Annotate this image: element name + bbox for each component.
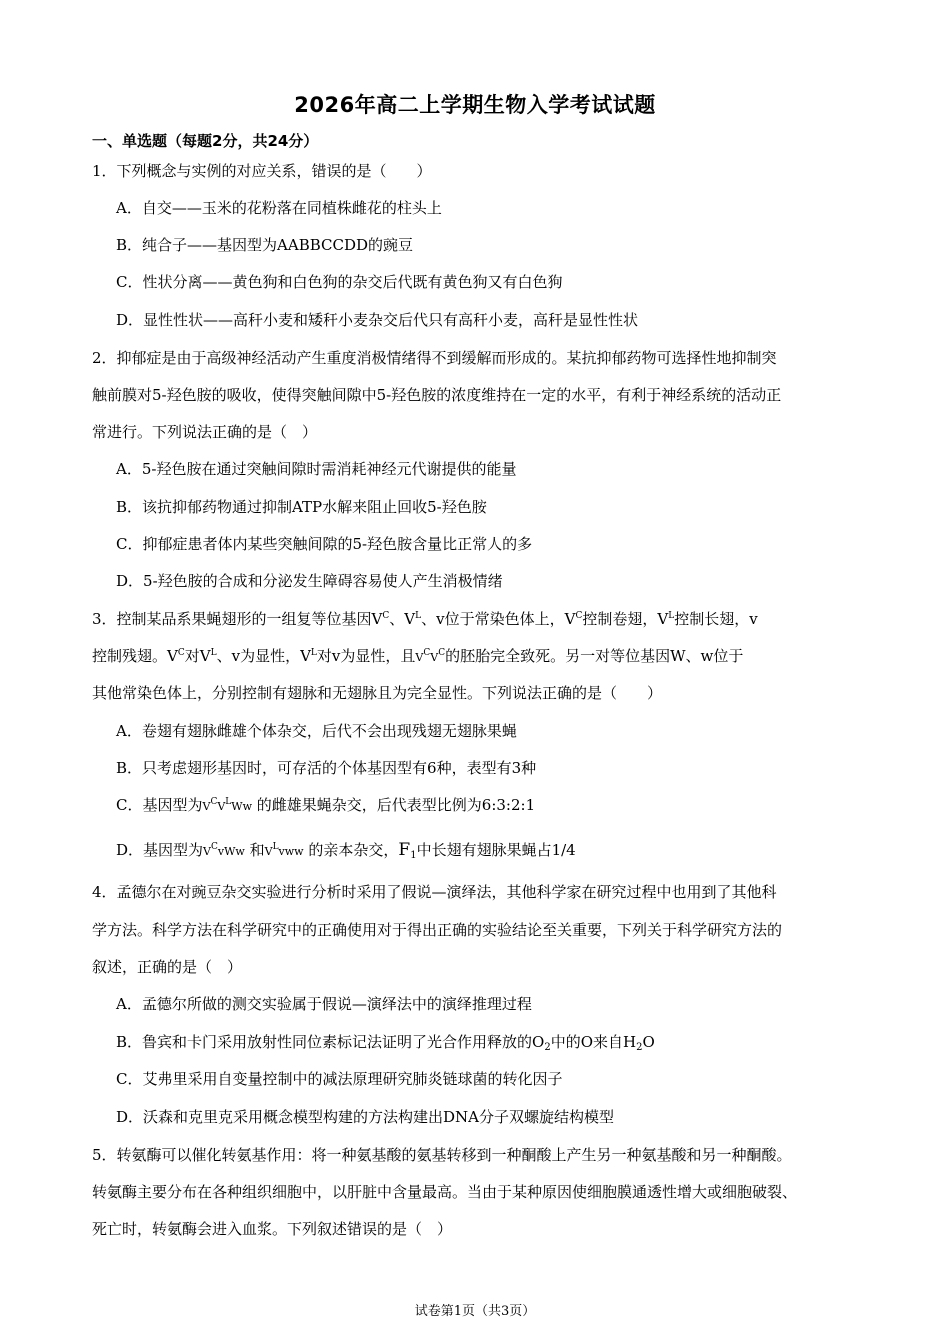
question-2-option-c: C．抑郁症患者体内某些突触间隙的5-羟色胺含量比正常人的多 [116,535,533,553]
subscript: 2 [636,1042,643,1053]
allele-v: V [430,651,439,664]
question-1-option-b: B．纯合子——基因型为AABBCCDD的豌豆 [116,236,414,254]
q3-text: C．基因型为 [116,796,203,814]
q4-text: O [642,1033,655,1051]
allele-sup: C [382,611,390,621]
q3-text: 控制长翅，v [674,610,758,628]
question-2-option-d: D．5-羟色胺的合成和分泌发生障碍容易使人产生消极情绪 [116,572,503,590]
question-1-option-a: A．自交——玉米的花粉落在同植株雌花的柱头上 [116,199,442,217]
generation-sub: 1 [410,850,417,861]
allele-v: V [657,610,669,628]
question-2-stem-line1: 2．抑郁症是由于高级神经活动产生重度消极情绪得不到缓解而形成的。某抗抑郁药物可选择性地抑制突 [92,349,777,367]
question-4-stem-line3: 叙述，正确的是（ ） [92,958,243,976]
genotype-text: vWw [217,845,245,858]
allele-sup: L [668,611,675,621]
genotype-text: vww [278,845,304,858]
allele-v: V [300,647,311,665]
q4-text: B．鲁宾和卡门采用放射性同位素标记法证明了光合作用释放的O [116,1033,545,1051]
question-3-stem-line1 [92,609,758,629]
allele-sup: C [177,648,185,658]
allele-sup: L [210,648,217,658]
question-3-stem-line3: 其他常染色体上，分别控制有翅脉和无翅脉且为完全显性。下列说法正确的是（ ） [92,684,663,702]
allele-v: V [167,647,178,665]
allele-sup: C [210,842,218,852]
q3-text: 对v为显性，且 [316,647,416,665]
allele-sup: C [438,648,446,658]
allele-v: V [404,610,416,628]
allele-sup: L [272,842,279,852]
question-5-stem-line3: 死亡时，转氨酶会进入血浆。下列叙述错误的是（ ） [92,1220,453,1238]
question-3-option-a: A．卷翅有翅脉雌雄个体杂交，后代不会出现残翅无翅脉果蝇 [116,722,517,740]
subscript: 2 [544,1042,551,1053]
section-heading: 一、单选题（每题2分，共24分） [92,132,319,150]
question-3-option-d [116,840,576,862]
allele-sup: C [575,611,583,621]
allele-sup: L [310,648,317,658]
q3-text: 3．控制某品系果蝇翅形的一组复等位基因 [92,610,372,628]
question-1-option-c: C．性状分离——黄色狗和白色狗的杂交后代既有黄色狗又有白色狗 [116,273,563,291]
q3-text: 控制卷翅， [582,610,658,628]
question-3-stem-line2 [92,646,743,668]
q3-text: D．基因型为 [116,841,204,859]
q3-text: 、v位于常染色体上， [421,610,565,628]
allele-v: V [264,845,273,858]
allele-sup: C [210,797,218,807]
q3-text: 控制残翅。 [92,647,168,665]
allele-sup: C [423,648,431,658]
question-2-stem-line2: 触前膜对5-羟色胺的吸收，使得突触间隙中5-羟色胺的浓度维持在一定的水平，有利于神经系统的活动正 [92,386,782,404]
question-1-option-d: D．显性性状——高秆小麦和矮秆小麦杂交后代只有高秆小麦，高秆是显性性状 [116,311,639,329]
q3-text: 中长翅有翅脉果蝇占1/4 [416,841,576,859]
question-4-option-b [116,1032,655,1052]
allele-v: V [199,647,211,665]
question-1-stem: 1．下列概念与实例的对应关系，错误的是（ ） [92,162,432,180]
page-title: 2026年高二上学期生物入学考试试题 [294,93,656,117]
q3-text: 对 [184,647,200,665]
allele-v: V [203,845,211,858]
question-4-option-d: D．沃森和克里克采用概念模型构建的方法构建出DNA分子双螺旋结构模型 [116,1108,615,1126]
allele-v: V [415,651,424,664]
generation-f: F [398,840,411,860]
q3-text: 的胚胎完全致死。另一对等位基因W、w位于 [445,647,744,665]
allele-v: V [202,800,211,813]
page-footer: 试卷第1页（共3页） [414,1304,536,1319]
question-2-stem-line3: 常进行。下列说法正确的是（ ） [92,423,318,441]
question-3-option-c [116,795,535,817]
question-5-stem-line2: 转氨酶主要分布在各种组织细胞中，以肝脏中含量最高。当由于某种原因使细胞膜通透性增大或细胞破裂、 [92,1183,798,1201]
allele-sup: L [415,611,422,621]
q3-text: 、v为显性， [216,647,301,665]
question-4-option-c: C．艾弗里采用自变量控制中的减法原理研究肺炎链球菌的转化因子 [116,1070,563,1088]
q3-text: 和 [249,841,265,859]
allele-v: V [371,610,383,628]
question-2-option-a: A．5-羟色胺在通过突触间隙时需消耗神经元代谢提供的能量 [116,460,517,478]
q4-text: 中的O来自H [550,1033,637,1051]
allele-v: V [564,610,576,628]
question-4-option-a: A．孟德尔所做的测交实验属于假说—演绎法中的演绎推理过程 [116,995,532,1013]
question-3-option-b: B．只考虑翅形基因时，可存活的个体基因型有6种，表型有3种 [116,759,537,777]
genotype-text: Ww [231,800,252,813]
question-4-stem-line1: 4．孟德尔在对豌豆杂交实验进行分析时采用了假说—演绎法，其他科学家在研究过程中也用到了其他科 [92,883,777,901]
allele-v: V [217,800,226,813]
allele-sup: L [225,797,232,807]
q3-text: 的雌雄果蝇杂交，后代表型比例为6:3:2:1 [256,796,536,814]
question-5-stem-line1: 5．转氨酶可以催化转氨基作用：将一种氨基酸的氨基转移到一种酮酸上产生另一种氨基酸和另一种酮酸。 [92,1146,792,1164]
q3-text: 的亲本杂交， [308,841,399,859]
question-2-option-b: B．该抗抑郁药物通过抑制ATP水解来阻止回收5-羟色胺 [116,498,487,516]
question-4-stem-line2: 学方法。科学方法在科学研究中的正确使用对于得出正确的实验结论至关重要，下列关于科学研究方法的 [92,921,783,939]
q3-text: 、 [389,610,405,628]
